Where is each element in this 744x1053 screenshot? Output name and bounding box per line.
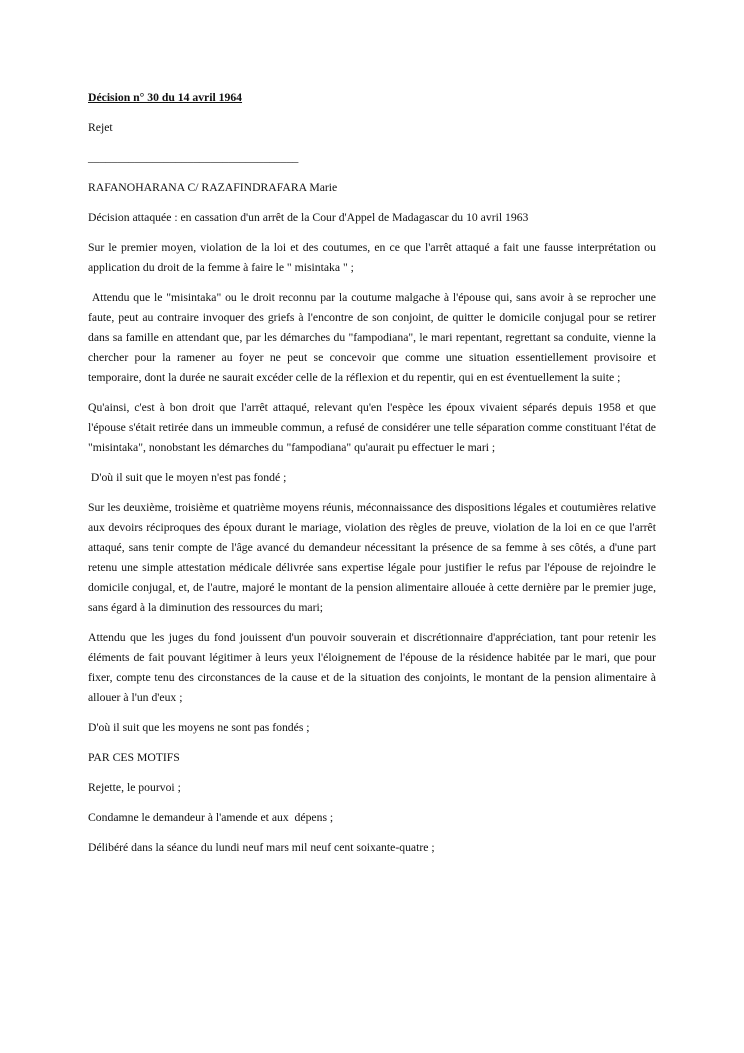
attacked-decision: Décision attaquée : en cassation d'un arrêt de la Cour d'Appel de Madagascar du 10 avril 1963 xyxy=(88,211,529,224)
heading-par-ces-motifs: PAR CES MOTIFS xyxy=(88,751,180,764)
decision-title: Décision n° 30 du 14 avril 1964 xyxy=(88,91,243,104)
paragraph-condamne: Condamne le demandeur à l'amende et aux dépens ; xyxy=(88,811,334,824)
paragraph-first-ground: Sur le premier moyen, violation de la loi et des coutumes, en ce que l'arrêt attaqué a fait une fausse interprétation ou application du droit de la femme à faire le " misintaka " ; xyxy=(88,241,659,274)
decision-result: Rejet xyxy=(88,121,113,134)
paragraph-quainsi: Qu'ainsi, c'est à bon droit que l'arrêt attaqué, relevant qu'en l'espèce les époux vivaient séparés depuis 1958 et que l'épouse s'était retirée dans un immeuble commun, a refusé de considérer une telle séparation comme constituant l'état de "misintaka", nonobstant les démarches du "fampodiana" qu'aurait pu effectuer le mari ; xyxy=(88,401,659,454)
paragraph-attendu-juges: Attendu que les juges du fond jouissent d'un pouvoir souverain et discrétionnaire d'appréciation, tant pour retenir les éléments de fait pouvant légitimer à leurs yeux l'éloignement de l'épouse de la résidence habitée par le mari, que pour fixer, compte tenu des circonstances de la cause et de la situation des conjoints, le montant de la pension alimentaire à allouer à l'un d'eux ; xyxy=(88,631,659,704)
separator-line: ____________________________________ xyxy=(88,151,299,164)
paragraph-other-grounds: Sur les deuxième, troisième et quatrième moyens réunis, méconnaissance des dispositions légales et coutumières relative aux devoirs réciproques des époux durant le mariage, violation des règles de preuve, violation de la loi en ce que l'arrêt attaqué, sans tenir compte de l'âge avancé du demandeur nécessitant la présence de sa femme à ses côtés, a d'une part retenu une simple attestation médicale délivrée sans expertise légale pour justifier le refus par l'épouse de rejoindre le domicile conjugal, et, de l'autre, majoré le montant de la pension alimentaire allouée à cette dernière par le premier juge, sans égard à la diminution des ressources du mari; xyxy=(88,501,659,614)
paragraph-misintaka: Attendu que le "misintaka" ou le droit reconnu par la coutume malgache à l'épouse qui, sans avoir à se reprocher une faute, peut au contraire invoquer des griefs à l'encontre de son conjoint, de quitter le domicile conjugal pour se retirer dans sa famille en attendant que, par les démarches du "fampodiana", le mari repentant, regrettant sa conduite, vienne la chercher pour la ramener au foyer ne peut se concevoir que comme une situation essentiellement provisoire et temporaire, dont la durée ne saurait excéder celle de la réflexion et du repentir, qui en est éventuellement la suite ; xyxy=(88,291,659,384)
paragraph-rejette: Rejette, le pourvoi ; xyxy=(88,781,181,794)
document-page xyxy=(88,88,659,868)
parties: RAFANOHARANA C/ RAZAFINDRAFARA Marie xyxy=(88,181,338,194)
paragraph-delibere: Délibéré dans la séance du lundi neuf mars mil neuf cent soixante-quatre ; xyxy=(88,841,435,854)
paragraph-moyen-non-fonde: D'où il suit que le moyen n'est pas fondé ; xyxy=(88,471,287,484)
paragraph-moyens-non-fondes: D'où il suit que les moyens ne sont pas fondés ; xyxy=(88,721,310,734)
